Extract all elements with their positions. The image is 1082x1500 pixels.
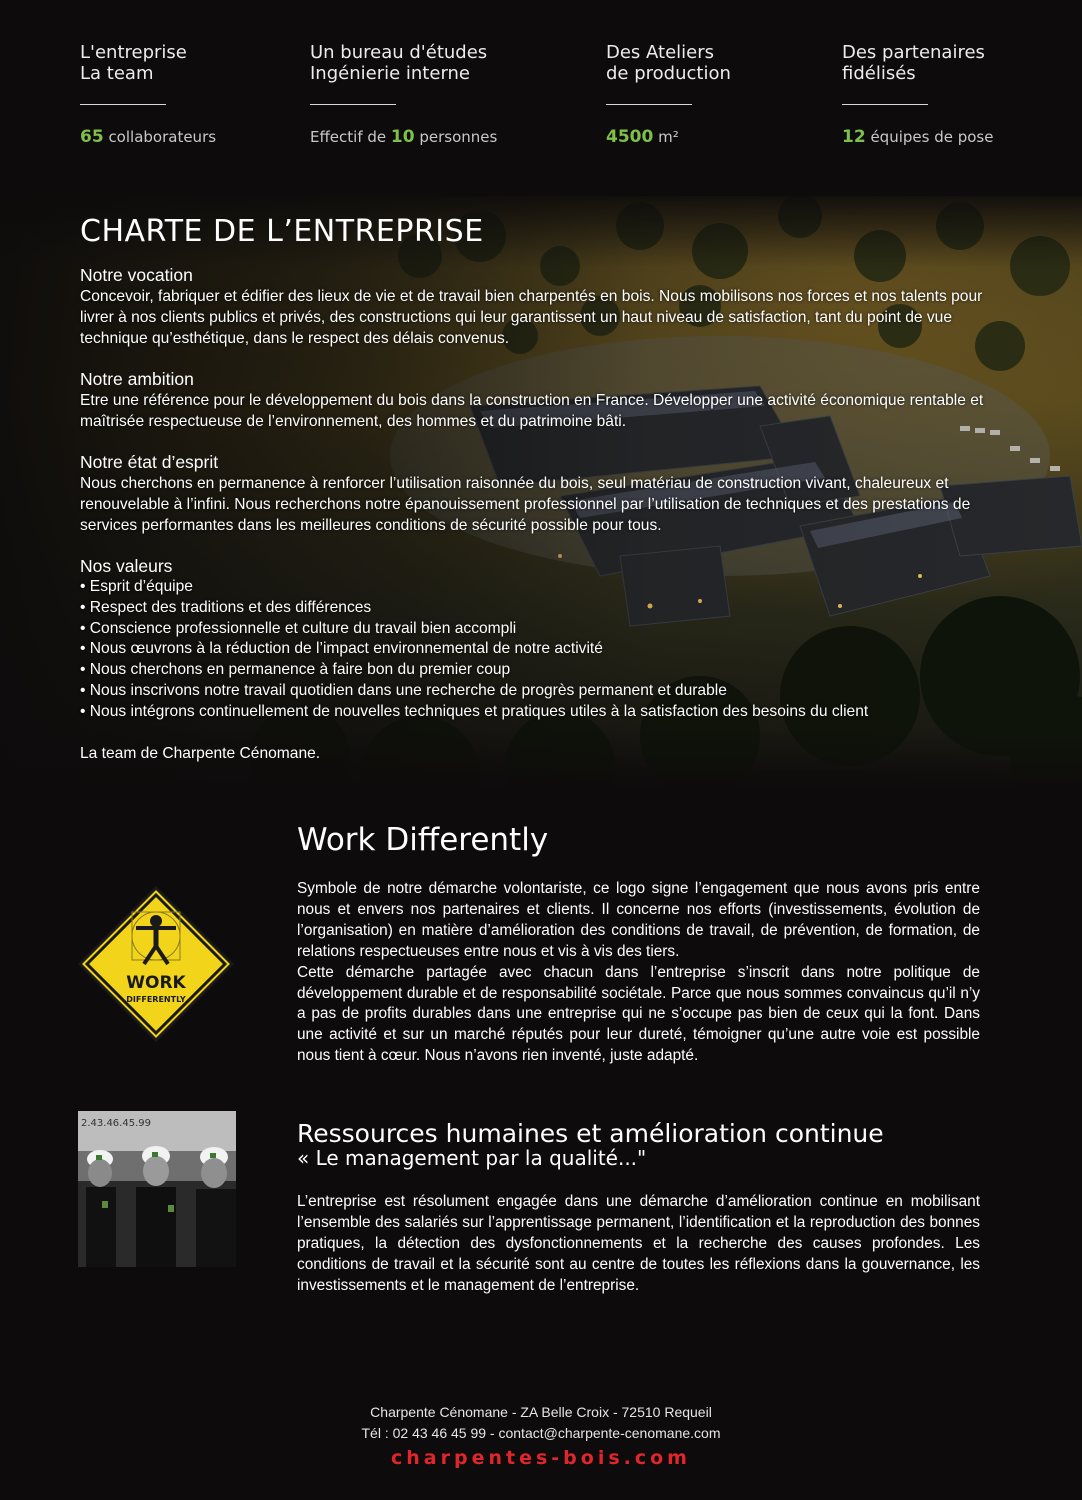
list-item: • Conscience professionnelle et culture du travail bien accompli [80, 619, 1000, 640]
work-differently-text [297, 879, 980, 1067]
divider [80, 104, 166, 105]
charte-title: CHARTE DE L’ENTREPRISE [80, 214, 484, 249]
stat-title [606, 42, 731, 84]
footer [0, 1402, 1082, 1469]
footer-contact: Tél : 02 43 46 45 99 - contact@charpente-cenomane.com [361, 1425, 721, 1441]
photo-sign-text: 2.43.46.45.99 [81, 1118, 151, 1129]
stat-title-line: La team [80, 63, 154, 84]
stat-title [310, 42, 497, 84]
stat-value: 4500 m² [606, 127, 679, 147]
list-item: • Nous œuvrons à la réduction de l’impact environnemental de notre activité [80, 639, 1000, 660]
logo-text-differently: DIFFERENTLY [126, 995, 186, 1004]
stat-title [80, 42, 216, 84]
team-photo [78, 1111, 236, 1267]
divider [310, 104, 396, 105]
section-heading-ambition: Notre ambition [80, 369, 194, 389]
rh-title: Ressources humaines et amélioration continue [297, 1119, 884, 1148]
stat-title-line: Un bureau d'études [310, 42, 488, 63]
footer-website: charpentes-bois.com [391, 1447, 691, 1469]
section-body-etat-esprit: Nous cherchons en permanence à renforcer l’utilisation raisonnée du bois, seul matériau de construction vivant, chaleureux et renouvelable à l’infini. Nous recherchons notre épanouissement professionnel par l’utilisation de techniques et des prestations de services performantes dans les meilleures conditions de sécurité possible pour tous. [80, 475, 971, 534]
rh-text: L’entreprise est résolument engagée dans une démarche d’amélioration continue en mobilisant l’ensemble des salariés sur l’apprentissage permanent, l’identification et la reproduction des bonnes pratiques, la détection des dysfonctionnements et la recherche des causes profondes. Les conditions de travail et la sécurité sont au centre de toutes les réflexions dans la gouvernance, les investissements et le management de l’entreprise. [297, 1193, 980, 1294]
section-heading-etat-esprit: Notre état d’esprit [80, 452, 219, 472]
paragraph: Symbole de notre démarche volontariste, ce logo signe l’engagement que nous avons pris entre nous et envers nos partenaires et clients. Il concerne nos efforts (investissements, évolution de l’organisation) en matière d’amélioration des conditions de travail, de prévention, de formation, de relations respectueuses entre nous et vis à vis des tiers. [297, 880, 980, 960]
rh-subtitle: « Le management par la qualité..." [297, 1146, 647, 1170]
charte-content [80, 214, 1000, 764]
stat-number: 12 [842, 127, 866, 147]
stat-title-line: Ingénierie interne [310, 63, 471, 84]
section-heading-vocation: Notre vocation [80, 265, 193, 285]
charte-signature: La team de Charpente Cénomane. [80, 744, 321, 762]
stat-title [842, 42, 993, 84]
divider [606, 104, 692, 105]
values-list [80, 577, 1000, 723]
list-item: • Respect des traditions et des différences [80, 598, 1000, 619]
stat-value: 12 équipes de pose [842, 127, 994, 147]
stat-value: 65 collaborateurs [80, 127, 217, 147]
divider [842, 104, 928, 105]
section-body-ambition: Etre une référence pour le développement du bois dans la construction en France. Développer une activité économique rentable et maîtrisée respectueuse de l’environnement, des hommes et du patrimoine bâti. [80, 392, 984, 430]
list-item: • Nous inscrivons notre travail quotidien dans une recherche de progrès permanent et durable [80, 681, 1000, 702]
stat-value: Effectif de 10 personnes [310, 127, 498, 147]
stat-title-line: Des partenaires [842, 42, 985, 63]
stat-number: 10 [390, 127, 415, 147]
logo-text-work: WORK [126, 973, 186, 993]
stat-title-line: Des Ateliers [606, 42, 715, 63]
charte-section [0, 196, 1082, 788]
list-item: • Esprit d’équipe [80, 577, 1000, 598]
stat-team [80, 42, 216, 147]
paragraph: Cette démarche partagée avec chacun dans l’entreprise s’inscrit dans notre politique de développement durable et de responsabilité sociétale. Parce que nous sommes convaincus qu’il n’y a pas de profits durables dans une entreprise qui ne s’occupe pas bien de ceux qui la font. Dans une activité et sur un marché réputés pour leur dureté, témoigner qu’une autre voie est possible nous tient à cœur. Nous n’avons rien inventé, juste adapté. [297, 963, 980, 1065]
work-differently-logo [78, 886, 234, 1042]
section-heading-valeurs: Nos valeurs [80, 556, 173, 576]
section-body-vocation: Concevoir, fabriquer et édifier des lieux de vie et de travail bien charpentés en bois. Nous mobilisons nos forces et nos talents pour livrer à nos clients publics et privés, des constructions qui leur garantissent un haut niveau de satisfaction, tant du point de vue technique qu’esthétique, dans le respect des délais convenus. [80, 288, 983, 347]
list-item: • Nous cherchons en permanence à faire bon du premier coup [80, 660, 1000, 681]
stat-bureau-etudes [310, 42, 497, 147]
stat-title-line: L'entreprise [80, 42, 187, 63]
stat-ateliers [606, 42, 731, 147]
footer-address: Charpente Cénomane - ZA Belle Croix - 72510 Requeil [370, 1404, 712, 1420]
stat-title-line: fidélisés [842, 63, 916, 84]
work-differently-title: Work Differently [297, 822, 549, 858]
stat-number: 4500 [606, 127, 654, 147]
stat-title-line: de production [606, 63, 731, 84]
list-item: • Nous intégrons continuellement de nouvelles techniques et pratiques utiles à la satisfaction des besoins du client [80, 702, 1000, 723]
stat-partenaires [842, 42, 993, 147]
stat-number: 65 [80, 127, 104, 147]
stats-row [0, 42, 1082, 172]
